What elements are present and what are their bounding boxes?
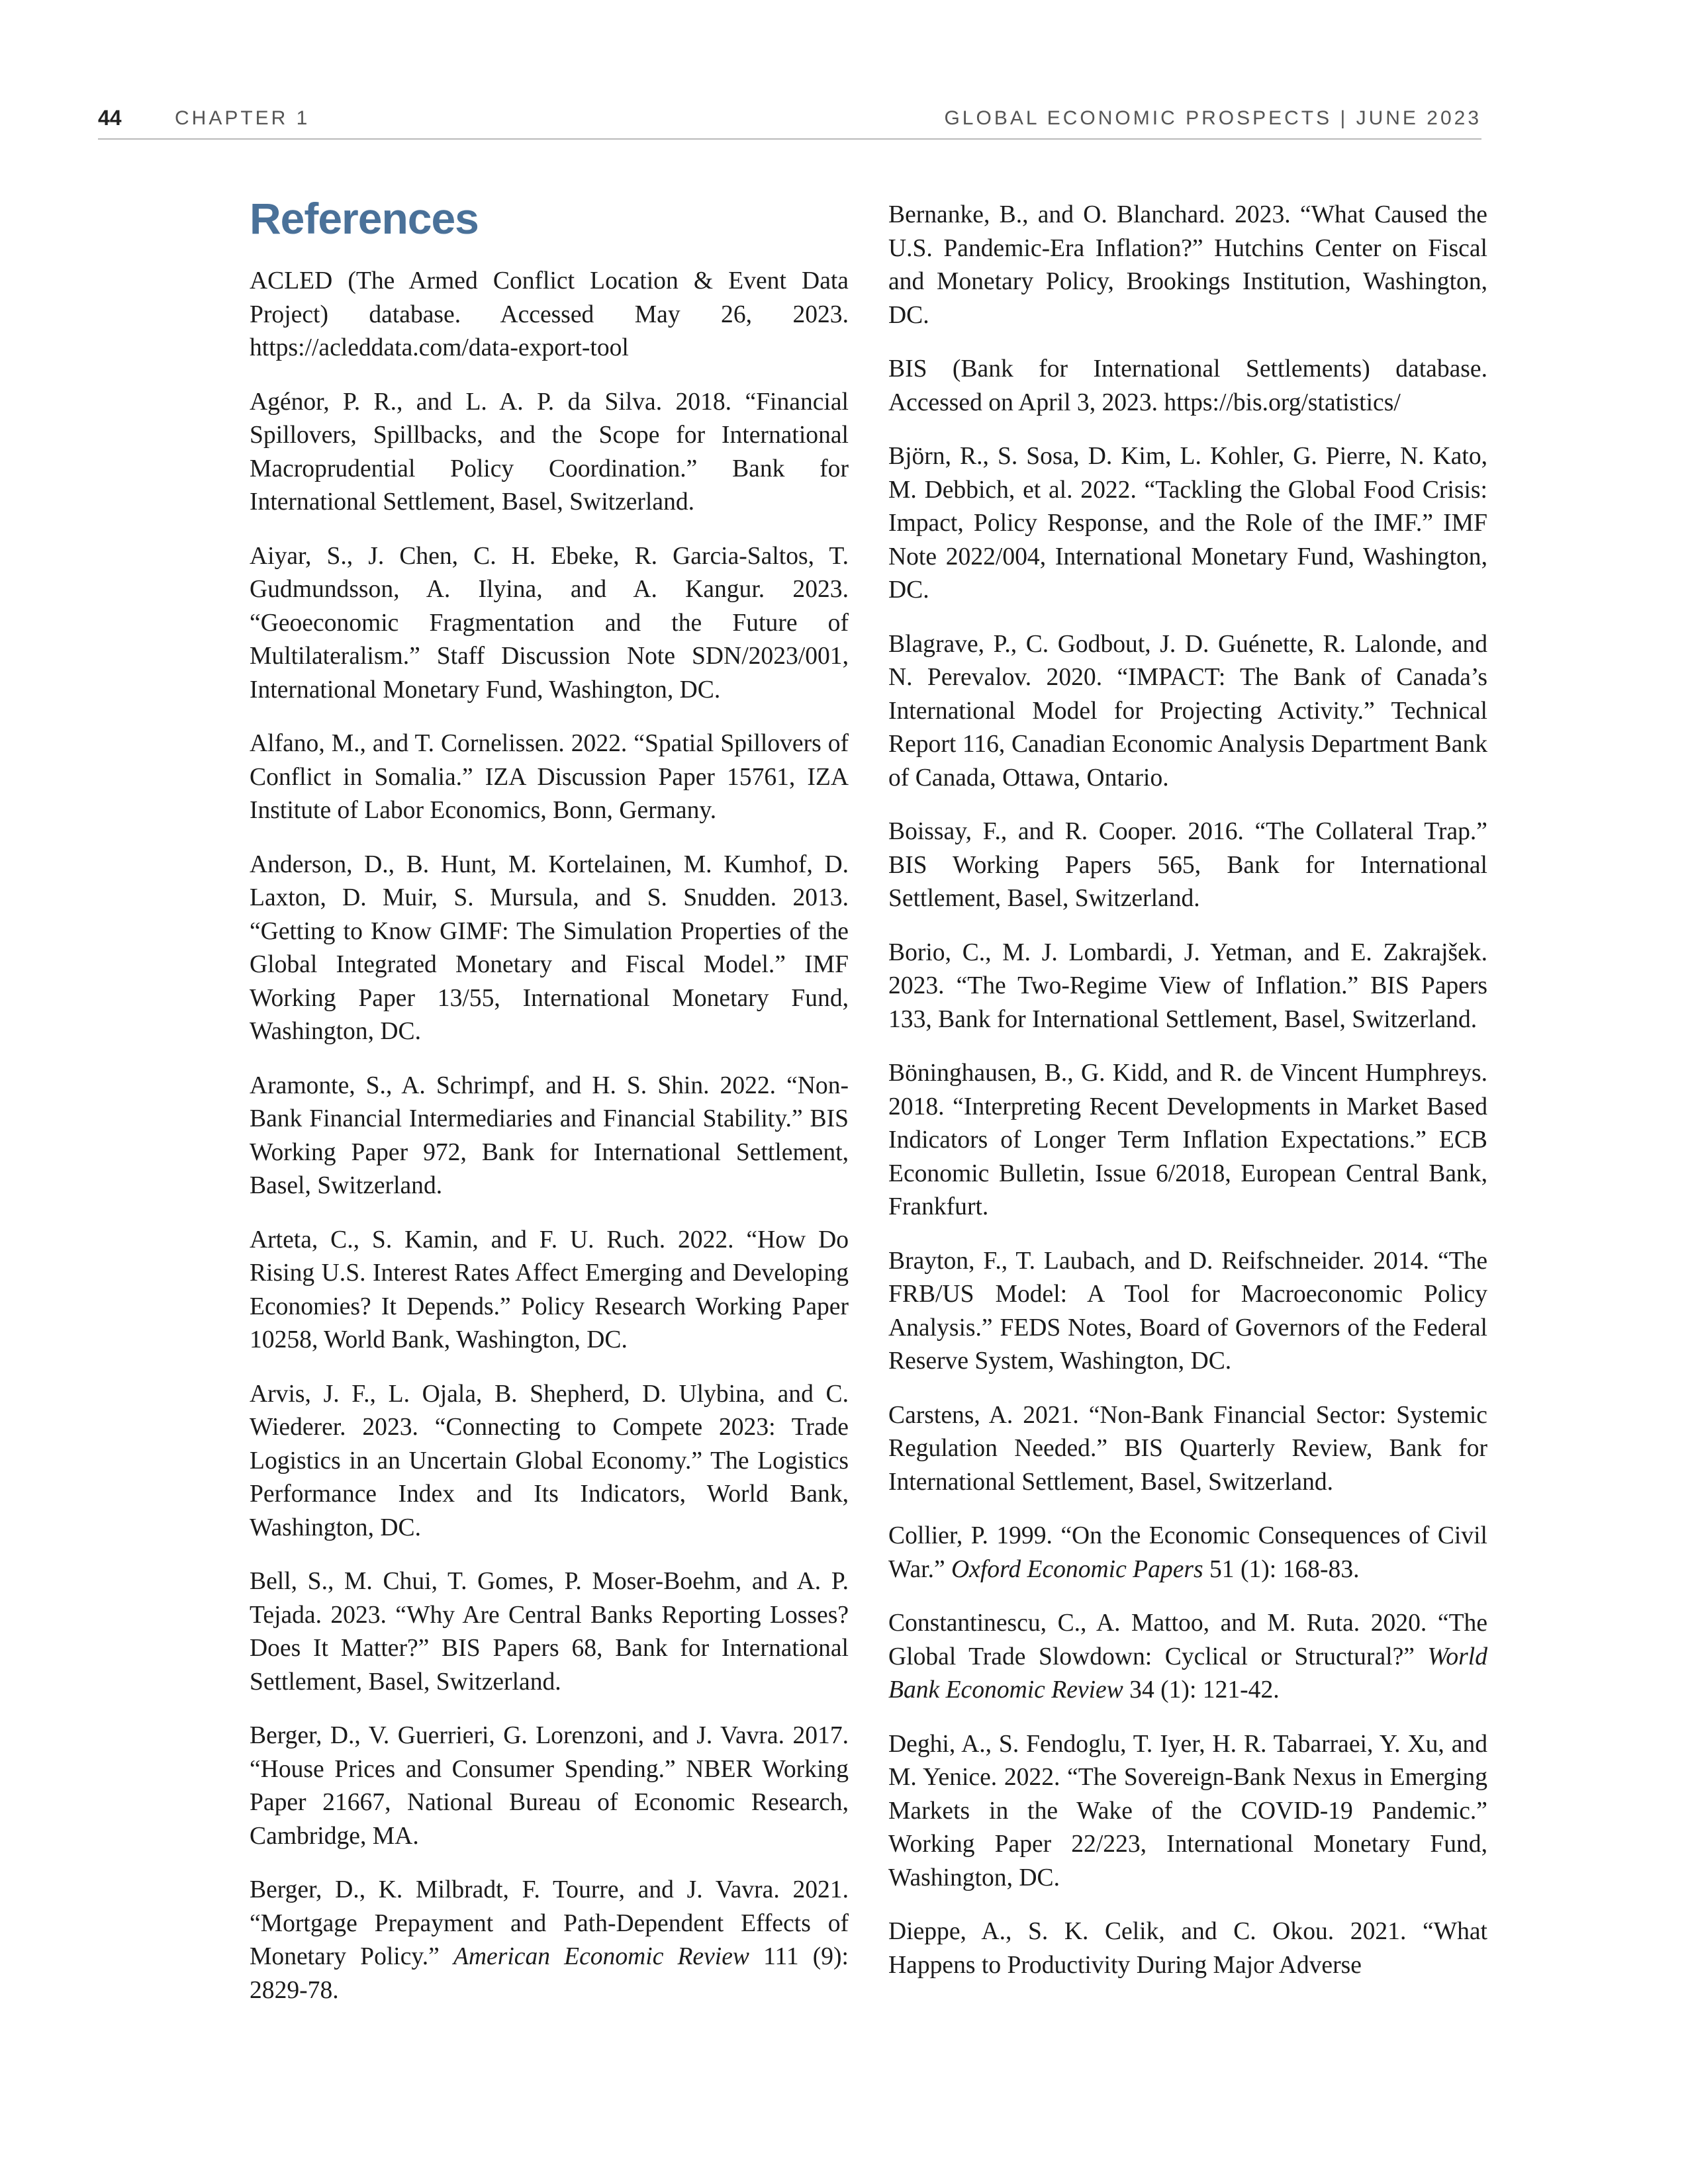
journal-title: Oxford Economic Papers [951,1555,1203,1583]
journal-title: American Economic Review [453,1943,749,1970]
chapter-label: CHAPTER 1 [175,107,310,129]
reference-text: 51 (1): 168-83. [1203,1555,1360,1583]
page-header [98,106,1481,139]
reference-entry: ACLED (The Armed Conflict Location & Event Data Project) database. Accessed May 26, 2023. https://acleddata.com/data-export-tool [250,267,849,361]
reference-entry: Brayton, F., T. Laubach, and D. Reifschneider. 2014. “The FRB/US Model: A Tool for Macroeconomic Policy Analysis.” FEDS Notes, Board of Governors of the Federal Reserve System, Washington, DC. [888,1247,1487,1375]
reference-entry: Arvis, J. F., L. Ojala, B. Shepherd, D. Ulybina, and C. Wiederer. 2023. “Connecting to Compete 2023: Trade Logistics in an Uncertain Global Economy.” The Logistics Performance Index and Its Indicators, World Bank, Washington, DC. [250,1380,849,1541]
reference-entry: Alfano, M., and T. Cornelissen. 2022. “Spatial Spillovers of Conflict in Somalia.” IZA Discussion Paper 15761, IZA Institute of Labor Economics, Bonn, Germany. [250,730,849,824]
reference-text: Berger, D., K. Milbradt, F. Tourre, and J. Vavra. 2021. “Mortgage Prepayment and Path-Dependent Effects of Monetary Policy.” [250,1876,849,1970]
reference-entry [250,1874,849,2007]
reference-text: Constantinescu, C., A. Mattoo, and M. Ruta. 2020. “The Global Trade Slowdown: Cyclical or Structural?” [888,1610,1487,1670]
section-title: References [250,194,479,243]
reference-entry: Deghi, A., S. Fendoglu, T. Iyer, H. R. Tabarraei, Y. Xu, and M. Yenice. 2022. “The Sovereign-Bank Nexus in Emerging Markets in the Wake of the COVID-19 Pandemic.” Working Paper 22/223, International Monetary Fund, Washington, DC. [888,1730,1487,1891]
reference-entry: Blagrave, P., C. Godbout, J. D. Guénette, R. Lalonde, and N. Perevalov. 2020. “IMPACT: The Bank of Canada’s International Model for Projecting Activity.” Technical Report 116, Canadian Economic Analysis Department Bank of Canada, Ottawa, Ontario. [888,630,1487,792]
reference-entry: Borio, C., M. J. Lombardi, J. Yetman, and E. Zakrajšek. 2023. “The Two-Regime View of Inflation.” BIS Papers 133, Bank for International Settlement, Basel, Switzerland. [888,938,1487,1033]
reference-entry: Carstens, A. 2021. “Non-Bank Financial Sector: Systemic Regulation Needed.” BIS Quarterly Review, Bank for International Settlement, Basel, Switzerland. [888,1401,1487,1496]
left-column [250,192,849,2028]
reference-text: 34 (1): 121-42. [1123,1676,1280,1704]
reference-entry: Anderson, D., B. Hunt, M. Kortelainen, M. Kumhof, D. Laxton, D. Muir, S. Mursula, and S. Snudden. 2013. “Getting to Know GIMF: The Simulation Properties of the Global Integrated Monetary and Fiscal Model.” IMF Working Paper 13/55, International Monetary Fund, Washington, DC. [250,850,849,1045]
reference-entry: Björn, R., S. Sosa, D. Kim, L. Kohler, G. Pierre, N. Kato, M. Debbich, et al. 2022. “Tackling the Global Food Crisis: Impact, Policy Response, and the Role of the IMF.” IMF Note 2022/004, International Monetary Fund, Washington, DC. [888,443,1487,604]
reference-entry: Dieppe, A., S. K. Celik, and C. Okou. 2021. “What Happens to Productivity During Major Adverse [888,1918,1487,1979]
header-rule [98,138,1481,140]
journal-title: World Bank Economic Review [888,1643,1487,1704]
page-number: 44 [98,106,122,130]
reference-entry: Böninghausen, B., G. Kidd, and R. de Vincent Humphreys. 2018. “Interpreting Recent Developments in Market Based Indicators of Longer Term Inflation Expectations.” ECB Economic Bulletin, Issue 6/2018, European Central Bank, Frankfurt. [888,1060,1487,1220]
reference-entry: BIS (Bank for International Settlements) database. Accessed on April 3, 2023. https://bis.org/statistics/ [888,355,1487,416]
reference-entry: Berger, D., V. Guerrieri, G. Lorenzoni, and J. Vavra. 2017. “House Prices and Consumer Spending.” NBER Working Paper 21667, National Bureau of Economic Research, Cambridge, MA. [250,1722,849,1850]
reference-entry: Boissay, F., and R. Cooper. 2016. “The Collateral Trap.” BIS Working Papers 565, Bank for International Settlement, Basel, Switzerland. [888,818,1487,912]
reference-entry: Bernanke, B., and O. Blanchard. 2023. “What Caused the U.S. Pandemic-Era Inflation?” Hutchins Center on Fiscal and Monetary Policy, Brookings Institution, Washington, DC. [888,201,1487,329]
reference-entry [888,1520,1487,1586]
right-column [888,199,1487,2003]
reference-entry: Aramonte, S., A. Schrimpf, and H. S. Shin. 2022. “Non-Bank Financial Intermediaries and Financial Stability.” BIS Working Paper 972, Bank for International Settlement, Basel, Switzerland. [250,1071,849,1199]
reference-entry [888,1607,1487,1707]
reference-entry: Agénor, P. R., and L. A. P. da Silva. 2018. “Financial Spillovers, Spillbacks, and the Scope for International Macroprudential Policy Coordination.” Bank for International Settlement, Basel, Switzerland. [250,388,849,516]
running-title: GLOBAL ECONOMIC PROSPECTS | JUNE 2023 [944,107,1481,129]
reference-entry: Aiyar, S., J. Chen, C. H. Ebeke, R. Garcia-Saltos, T. Gudmundsson, A. Ilyina, and A. Kangur. 2023. “Geoeconomic Fragmentation and the Future of Multilateralism.” Staff Discussion Note SDN/2023/001, International Monetary Fund, Washington, DC. [250,542,849,704]
reference-entry: Bell, S., M. Chui, T. Gomes, P. Moser-Boehm, and A. P. Tejada. 2023. “Why Are Central Banks Reporting Losses? Does It Matter?” BIS Papers 68, Bank for International Settlement, Basel, Switzerland. [250,1568,849,1696]
reference-entry: Arteta, C., S. Kamin, and F. U. Ruch. 2022. “How Do Rising U.S. Interest Rates Affect Emerging and Developing Economies? It Depends.” Policy Research Working Paper 10258, World Bank, Washington, DC. [250,1226,849,1353]
reference-text: 111 (9): 2829-78. [250,1943,849,2004]
reference-text: Collier, P. 1999. “On the Economic Consequences of Civil War.” [888,1522,1487,1583]
